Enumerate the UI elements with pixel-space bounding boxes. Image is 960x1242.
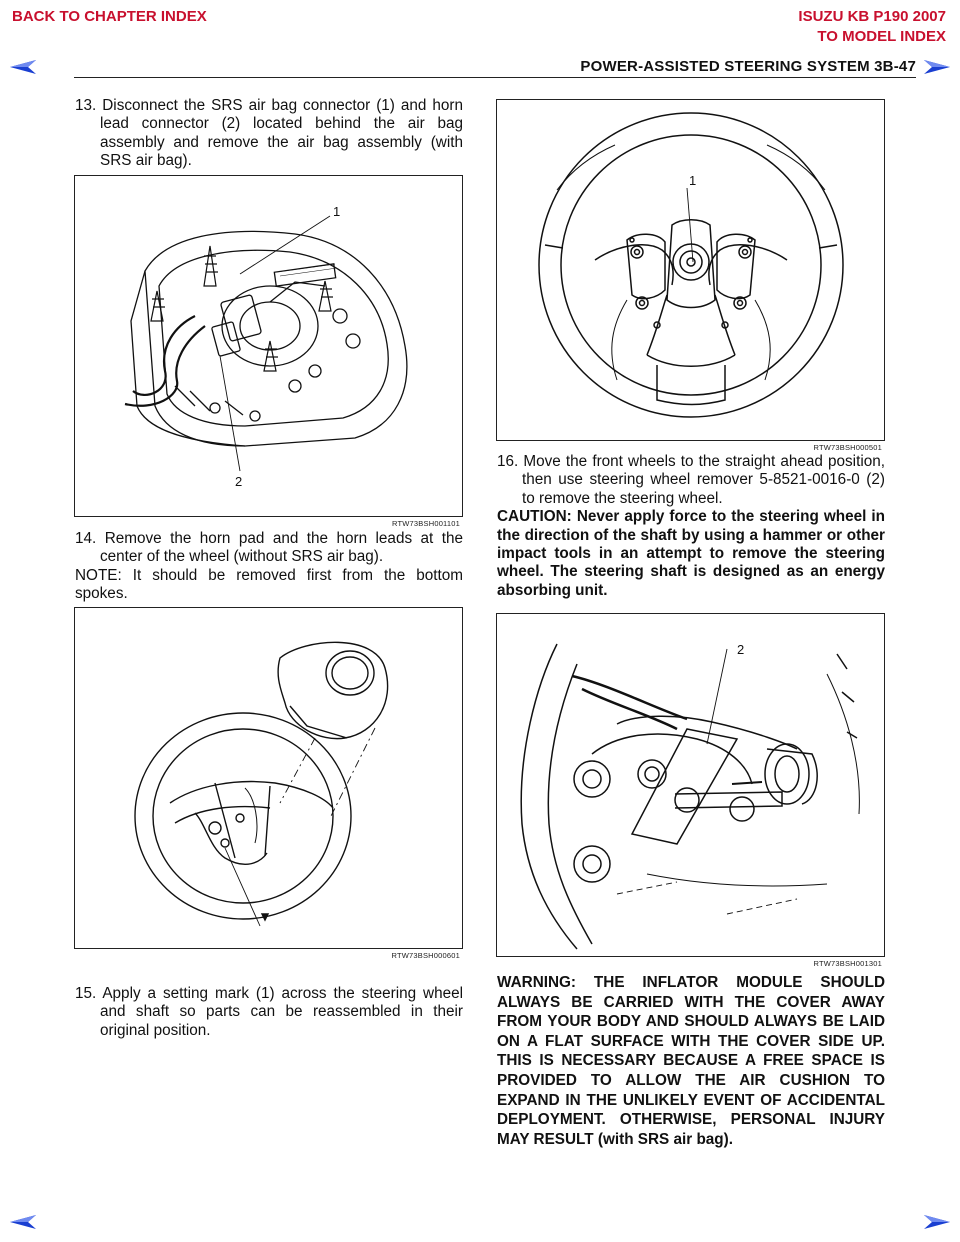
caution-text: CAUTION: Never apply force to the steering wheel in the direction of the shaft by using a hammer or other impact tools in an attempt to remove the steering wheel. The steering shaft is designed as an energy absorbing unit. xyxy=(497,508,885,599)
callout-2: 2 xyxy=(235,474,243,489)
previous-page-bottom-arrow-icon[interactable] xyxy=(8,1213,38,1231)
callout-2: 2 xyxy=(737,642,745,657)
next-page-bottom-arrow-icon[interactable] xyxy=(922,1213,952,1231)
figure-code: RTW73BSH000601 xyxy=(391,951,460,960)
figure-horn-pad xyxy=(74,607,463,960)
step-15: 15. Apply a setting mark (1) across the steering wheel and shaft so parts can be reassembled in their original position. xyxy=(75,985,463,1039)
header-divider xyxy=(74,77,916,78)
figure-airbag-connectors xyxy=(74,175,463,528)
figure-code: RTW73BSH001301 xyxy=(813,959,882,968)
figure-code: RTW73BSH001101 xyxy=(392,519,460,528)
airbag-rear-illustration xyxy=(75,176,462,516)
steering-wheel-remover-illustration xyxy=(497,614,884,956)
horn-pad-illustration xyxy=(75,608,462,948)
warning-text: WARNING: THE INFLATOR MODULE SHOULD ALWAYS BE CARRIED WITH THE COVER AWAY FROM YOUR BODY AND SHOULD ALWAYS BE LAID ON A FLAT SURFACE WITH THE COVER SIDE UP. THIS IS NECESSARY BECAUSE A FREE SPACE IS PROVIDED TO ALLOW THE AIR CUSHION TO EXPAND IN THE UNLIKELY EVENT OF ACCIDENTAL DEPLOYMENT. OTHERWISE, PERSONAL INJURY MAY RESULT (with SRS air bag). xyxy=(497,974,885,1148)
callout-1: 1 xyxy=(333,204,341,219)
step-16: 16. Move the front wheels to the straight ahead position, then use steering wheel remover 5-8521-0016-0 (2) to remove the steering wheel. xyxy=(497,453,885,507)
step-14-block xyxy=(75,530,463,604)
step-16-block xyxy=(497,453,885,600)
figure-wheel-remover xyxy=(496,613,885,968)
previous-page-arrow-icon[interactable] xyxy=(8,58,38,76)
page-title: POWER-ASSISTED STEERING SYSTEM 3B-47 xyxy=(580,58,916,75)
back-to-chapter-index-link[interactable]: BACK TO CHAPTER INDEX xyxy=(12,8,207,25)
warning-block xyxy=(497,973,885,1149)
to-model-index-link[interactable]: TO MODEL INDEX xyxy=(817,28,946,45)
next-page-arrow-icon[interactable] xyxy=(922,58,952,76)
figure-setting-mark xyxy=(496,99,885,452)
steering-wheel-illustration xyxy=(497,100,884,440)
step-13: 13. Disconnect the SRS air bag connector (1) and horn lead connector (2) located behind the air bag assembly and remove the air bag assembly (with SRS air bag). xyxy=(75,97,463,170)
step-14: 14. Remove the horn pad and the horn leads at the center of the wheel (without SRS air bag). xyxy=(75,530,463,566)
note: NOTE: It should be removed first from the bottom spokes. xyxy=(75,566,463,603)
callout-1: 1 xyxy=(689,173,697,188)
model-title-link[interactable]: ISUZU KB P190 2007 xyxy=(798,8,946,25)
figure-code: RTW73BSH000501 xyxy=(813,443,882,452)
